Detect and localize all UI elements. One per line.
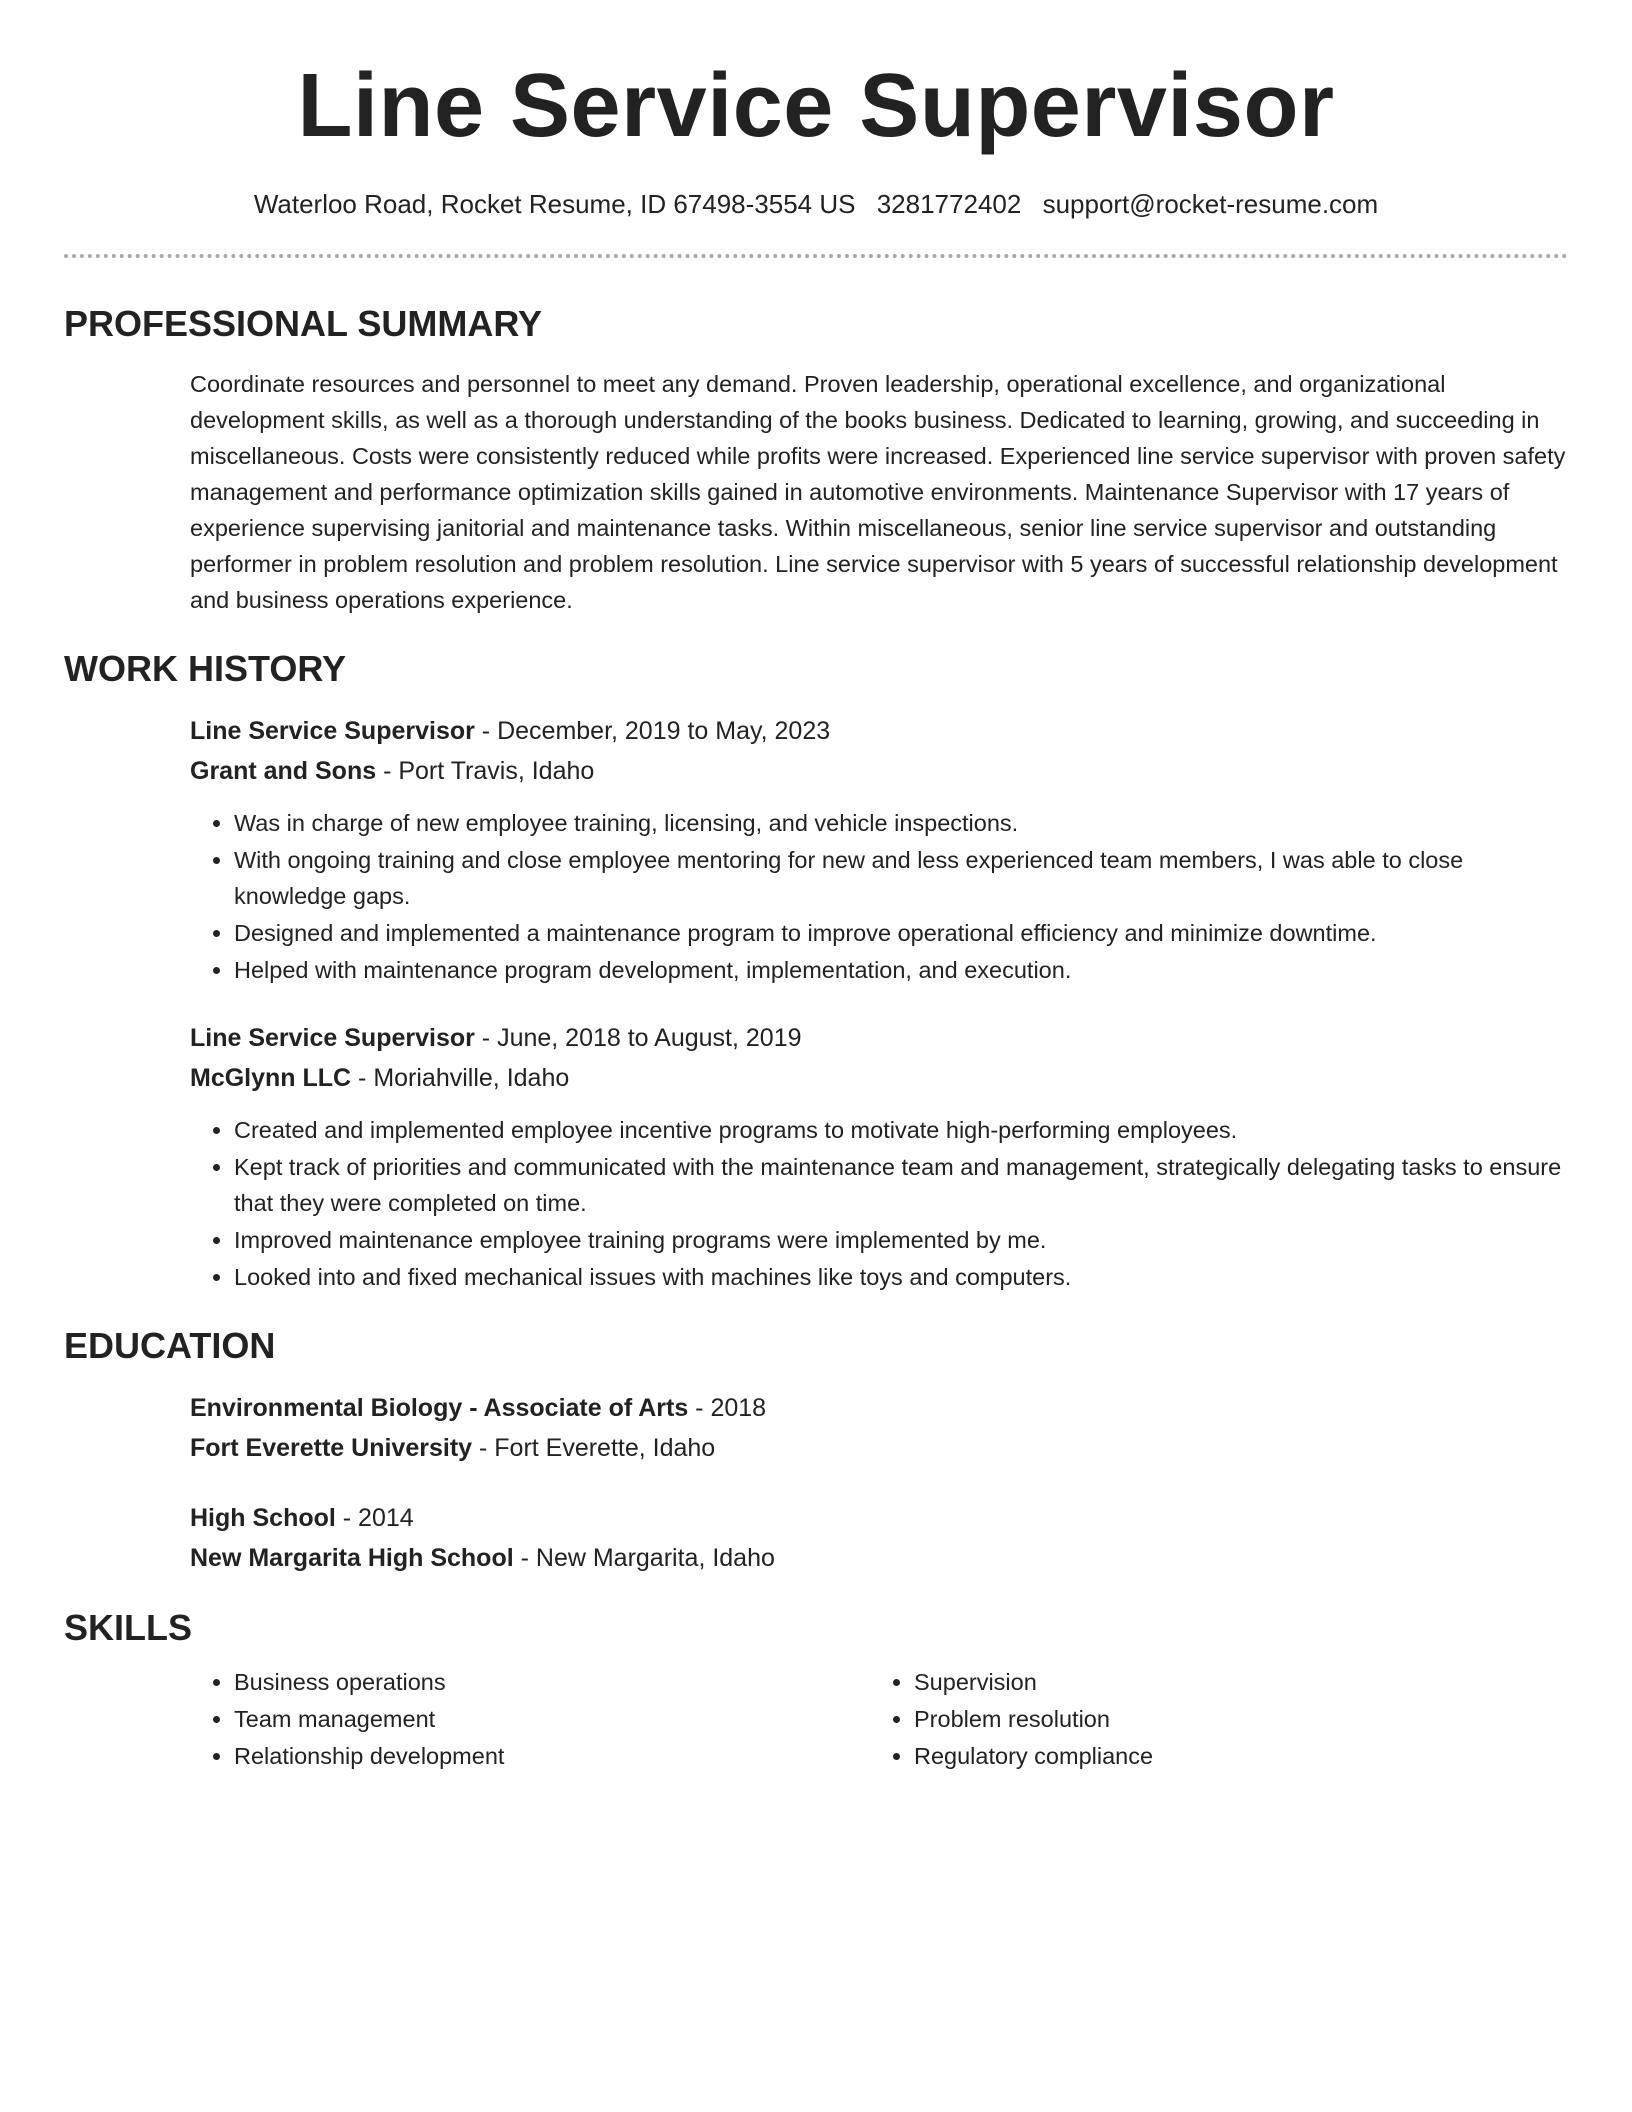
degree-line (190, 1498, 1568, 1538)
job-title-line (190, 711, 1568, 751)
job-bullets (190, 805, 1568, 988)
school-location: - New Margarita, Idaho (513, 1544, 775, 1572)
school-line (190, 1538, 1568, 1578)
graduation-year: - 2018 (688, 1394, 767, 1422)
job-dates: - December, 2019 to May, 2023 (474, 717, 831, 745)
job-location: - Moriahville, Idaho (351, 1064, 570, 1092)
work-history-section (64, 649, 1568, 1295)
contact-address: Waterloo Road, Rocket Resume, ID 67498-3554 US (253, 189, 856, 219)
list-item: • Designed and implemented a maintenance program to improve operational efficiency and minimize downtime. (234, 915, 1568, 951)
skill-item: • Regulatory compliance (914, 1738, 1550, 1775)
school-location: - Fort Everette, Idaho (472, 1434, 716, 1462)
summary-section (64, 304, 1568, 618)
list-item: • Looked into and fixed mechanical issues with machines like toys and computers. (234, 1259, 1568, 1295)
degree: Environmental Biology - Associate of Arts (190, 1394, 689, 1422)
skills-column-right (870, 1664, 1550, 1775)
education-heading: EDUCATION (64, 1325, 276, 1366)
school-name: New Margarita High School (190, 1544, 514, 1572)
job-company: McGlynn LLC (190, 1064, 352, 1092)
work-history-heading: WORK HISTORY (64, 648, 347, 689)
job-company: Grant and Sons (190, 757, 377, 785)
contact-line (64, 188, 1568, 220)
skill-item: • Relationship development (234, 1738, 870, 1775)
job-entry (64, 1018, 1568, 1295)
summary-heading: PROFESSIONAL SUMMARY (64, 303, 543, 344)
education-entry (64, 1498, 1568, 1578)
education-section (64, 1326, 1568, 1578)
skills-grid (64, 1664, 1568, 1775)
school-name: Fort Everette University (190, 1434, 473, 1462)
list-item: • With ongoing training and close employee mentoring for new and less experienced team members, I was able to close knowledge gaps. (234, 842, 1568, 914)
job-role: Line Service Supervisor (190, 1024, 475, 1052)
job-title-line (190, 1018, 1568, 1058)
contact-phone: 3281772402 (876, 189, 1022, 219)
list-item: • Improved maintenance employee training programs were implemented by me. (234, 1222, 1568, 1258)
job-location: - Port Travis, Idaho (376, 757, 595, 785)
job-bullets (190, 1112, 1568, 1295)
summary-text: Coordinate resources and personnel to meet any demand. Proven leadership, operational excellence, and organizational development skills, as well as a thorough understanding of the books business. Dedicated to learning, growing, and succeeding in miscellaneous. Costs were consistently reduced while profits were increased. Experienced line service supervisor with proven safety management and performance optimization skills gained in automotive environments. Maintenance Supervisor with 17 years of experience supervising janitorial and maintenance tasks. Within miscellaneous, senior line service supervisor and outstanding performer in problem resolution and problem resolution. Line service supervisor with 5 years of successful relationship development and business operations experience. (190, 371, 1566, 613)
graduation-year: - 2014 (335, 1504, 414, 1532)
education-entry (64, 1388, 1568, 1468)
list-item: • Helped with maintenance program development, implementation, and execution. (234, 952, 1568, 988)
job-role: Line Service Supervisor (190, 717, 475, 745)
list-item: • Was in charge of new employee training, licensing, and vehicle inspections. (234, 805, 1568, 841)
skill-item: • Business operations (234, 1664, 870, 1701)
header-divider (64, 254, 1568, 258)
skills-column-left (190, 1664, 870, 1775)
job-company-line (190, 1058, 1568, 1098)
skill-item: • Team management (234, 1701, 870, 1738)
degree: High School (190, 1504, 336, 1532)
skills-heading: SKILLS (64, 1607, 193, 1648)
school-line (190, 1428, 1568, 1468)
skill-item: • Supervision (914, 1664, 1550, 1701)
skills-section (64, 1608, 1568, 1775)
skill-item: • Problem resolution (914, 1701, 1550, 1738)
list-item: • Kept track of priorities and communicated with the maintenance team and management, strategically delegating tasks to ensure that they were completed on time. (234, 1149, 1568, 1221)
job-company-line (190, 751, 1568, 791)
contact-email: support@rocket-resume.com (1042, 189, 1379, 219)
degree-line (190, 1388, 1568, 1428)
job-dates: - June, 2018 to August, 2019 (474, 1024, 802, 1052)
job-entry (64, 711, 1568, 988)
list-item: • Created and implemented employee incentive programs to motivate high-performing employees. (234, 1112, 1568, 1148)
candidate-name: Line Service Supervisor (297, 56, 1335, 156)
